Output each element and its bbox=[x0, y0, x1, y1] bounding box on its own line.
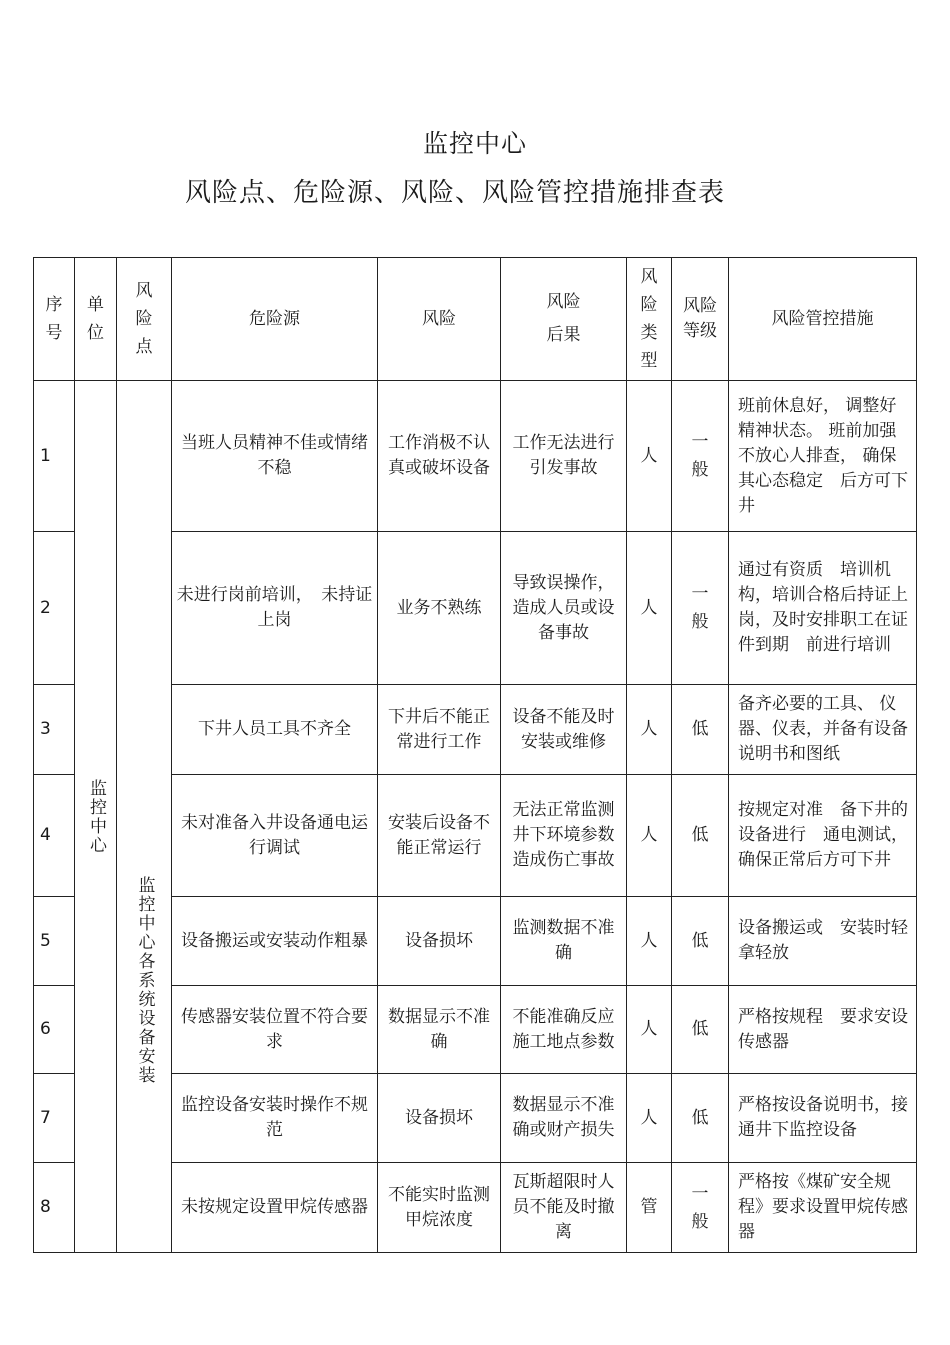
cell-seq: 1 bbox=[34, 381, 75, 532]
cell-consequence: 设备不能及时安装或维修 bbox=[501, 685, 627, 775]
cell-risk: 工作消极不认真或破坏设备 bbox=[378, 381, 501, 532]
cell-hazard: 未对准备入井设备通电运行调试 bbox=[172, 775, 378, 897]
cell-measures: 通过有资质 培训机构，培训合格后持证上岗，及时安排职工在证件到期 前进行培训 bbox=[729, 532, 917, 685]
cell-measures: 严格按设备说明书，接通井下监控设备 bbox=[729, 1074, 917, 1163]
header-consequence-line2: 后果 bbox=[546, 325, 581, 345]
header-type: 风险类型 bbox=[627, 258, 672, 381]
header-unit: 单位 bbox=[75, 258, 117, 381]
cell-seq: 7 bbox=[34, 1074, 75, 1163]
cell-level: 低 bbox=[672, 986, 729, 1074]
header-level bbox=[672, 258, 729, 381]
cell-risk: 下井后不能正常进行工作 bbox=[378, 685, 501, 775]
cell-level: 一般 bbox=[672, 532, 729, 685]
cell-level: 低 bbox=[672, 1074, 729, 1163]
cell-hazard: 未进行岗前培训， 未持证上岗 bbox=[172, 532, 378, 685]
cell-measures: 设备搬运或 安装时轻拿轻放 bbox=[729, 897, 917, 986]
cell-seq: 6 bbox=[34, 986, 75, 1074]
cell-type: 管 bbox=[627, 1163, 672, 1253]
cell-level: 低 bbox=[672, 897, 729, 986]
cell-seq: 2 bbox=[34, 532, 75, 685]
cell-seq: 3 bbox=[34, 685, 75, 775]
cell-consequence: 导致误操作，造成人员或设备事故 bbox=[501, 532, 627, 685]
cell-level: 低 bbox=[672, 685, 729, 775]
header-row bbox=[34, 258, 917, 381]
header-hazard: 危险源 bbox=[172, 258, 378, 381]
header-level-line1: 风险 bbox=[683, 296, 717, 316]
cell-unit: 监控中心 bbox=[75, 381, 117, 1253]
header-level-line2: 等级 bbox=[683, 321, 717, 341]
document-title: 监控中心 bbox=[422, 129, 527, 158]
cell-level: 低 bbox=[672, 775, 729, 897]
risk-table bbox=[33, 257, 917, 1253]
cell-consequence: 工作无法进行引发事故 bbox=[501, 381, 627, 532]
cell-type: 人 bbox=[627, 897, 672, 986]
cell-level: 一般 bbox=[672, 1163, 729, 1253]
cell-type: 人 bbox=[627, 685, 672, 775]
cell-hazard: 下井人员工具不齐全 bbox=[172, 685, 378, 775]
cell-seq: 8 bbox=[34, 1163, 75, 1253]
cell-consequence: 数据显示不准确或财产损失 bbox=[501, 1074, 627, 1163]
document-subtitle: 风险点、危险源、风险、风险管控措施排查表 bbox=[184, 178, 725, 208]
cell-risk: 数据显示不准确 bbox=[378, 986, 501, 1074]
cell-hazard: 监控设备安装时操作不规范 bbox=[172, 1074, 378, 1163]
cell-seq: 4 bbox=[34, 775, 75, 897]
cell-measures: 班前休息好， 调整好精神状态。 班前加强不放心人排查， 确保其心态稳定 后方可下井 bbox=[729, 381, 917, 532]
cell-risk: 设备损坏 bbox=[378, 897, 501, 986]
header-seq: 序号 bbox=[34, 258, 75, 381]
cell-risk: 设备损坏 bbox=[378, 1074, 501, 1163]
cell-type: 人 bbox=[627, 381, 672, 532]
cell-measures: 严格按规程 要求安设传感器 bbox=[729, 986, 917, 1074]
cell-consequence: 不能准确反应施工地点参数 bbox=[501, 986, 627, 1074]
cell-consequence: 无法正常监测井下环境参数造成伤亡事故 bbox=[501, 775, 627, 897]
cell-risk: 不能实时监测甲烷浓度 bbox=[378, 1163, 501, 1253]
cell-seq: 5 bbox=[34, 897, 75, 986]
header-measures: 风险管控措施 bbox=[729, 258, 917, 381]
cell-hazard: 传感器安装位置不符合要求 bbox=[172, 986, 378, 1074]
cell-measures: 备齐必要的工具、 仪器、仪表，并备有设备说明书和图纸 bbox=[729, 685, 917, 775]
cell-type: 人 bbox=[627, 532, 672, 685]
header-consequence-line1: 风险 bbox=[546, 292, 581, 312]
cell-consequence: 监测数据不准确 bbox=[501, 897, 627, 986]
table-row bbox=[34, 381, 917, 532]
header-risk: 风险 bbox=[378, 258, 501, 381]
cell-risk: 业务不熟练 bbox=[378, 532, 501, 685]
header-consequence bbox=[501, 258, 627, 381]
cell-hazard: 设备搬运或安装动作粗暴 bbox=[172, 897, 378, 986]
cell-consequence: 瓦斯超限时人员不能及时撤离 bbox=[501, 1163, 627, 1253]
cell-type: 人 bbox=[627, 775, 672, 897]
cell-hazard: 未按规定设置甲烷传感器 bbox=[172, 1163, 378, 1253]
cell-point: 监控中心各系统设备安装 bbox=[117, 381, 172, 1253]
cell-measures: 严格按《煤矿安全规程》要求设置甲烷传感器 bbox=[729, 1163, 917, 1253]
cell-type: 人 bbox=[627, 986, 672, 1074]
cell-risk: 安装后设备不能正常运行 bbox=[378, 775, 501, 897]
cell-type: 人 bbox=[627, 1074, 672, 1163]
cell-measures: 按规定对准 备下井的设备进行 通电测试，确保正常后方可下井 bbox=[729, 775, 917, 897]
header-point: 风险点 bbox=[117, 258, 172, 381]
cell-level: 一般 bbox=[672, 381, 729, 532]
cell-hazard: 当班人员精神不佳或情绪不稳 bbox=[172, 381, 378, 532]
